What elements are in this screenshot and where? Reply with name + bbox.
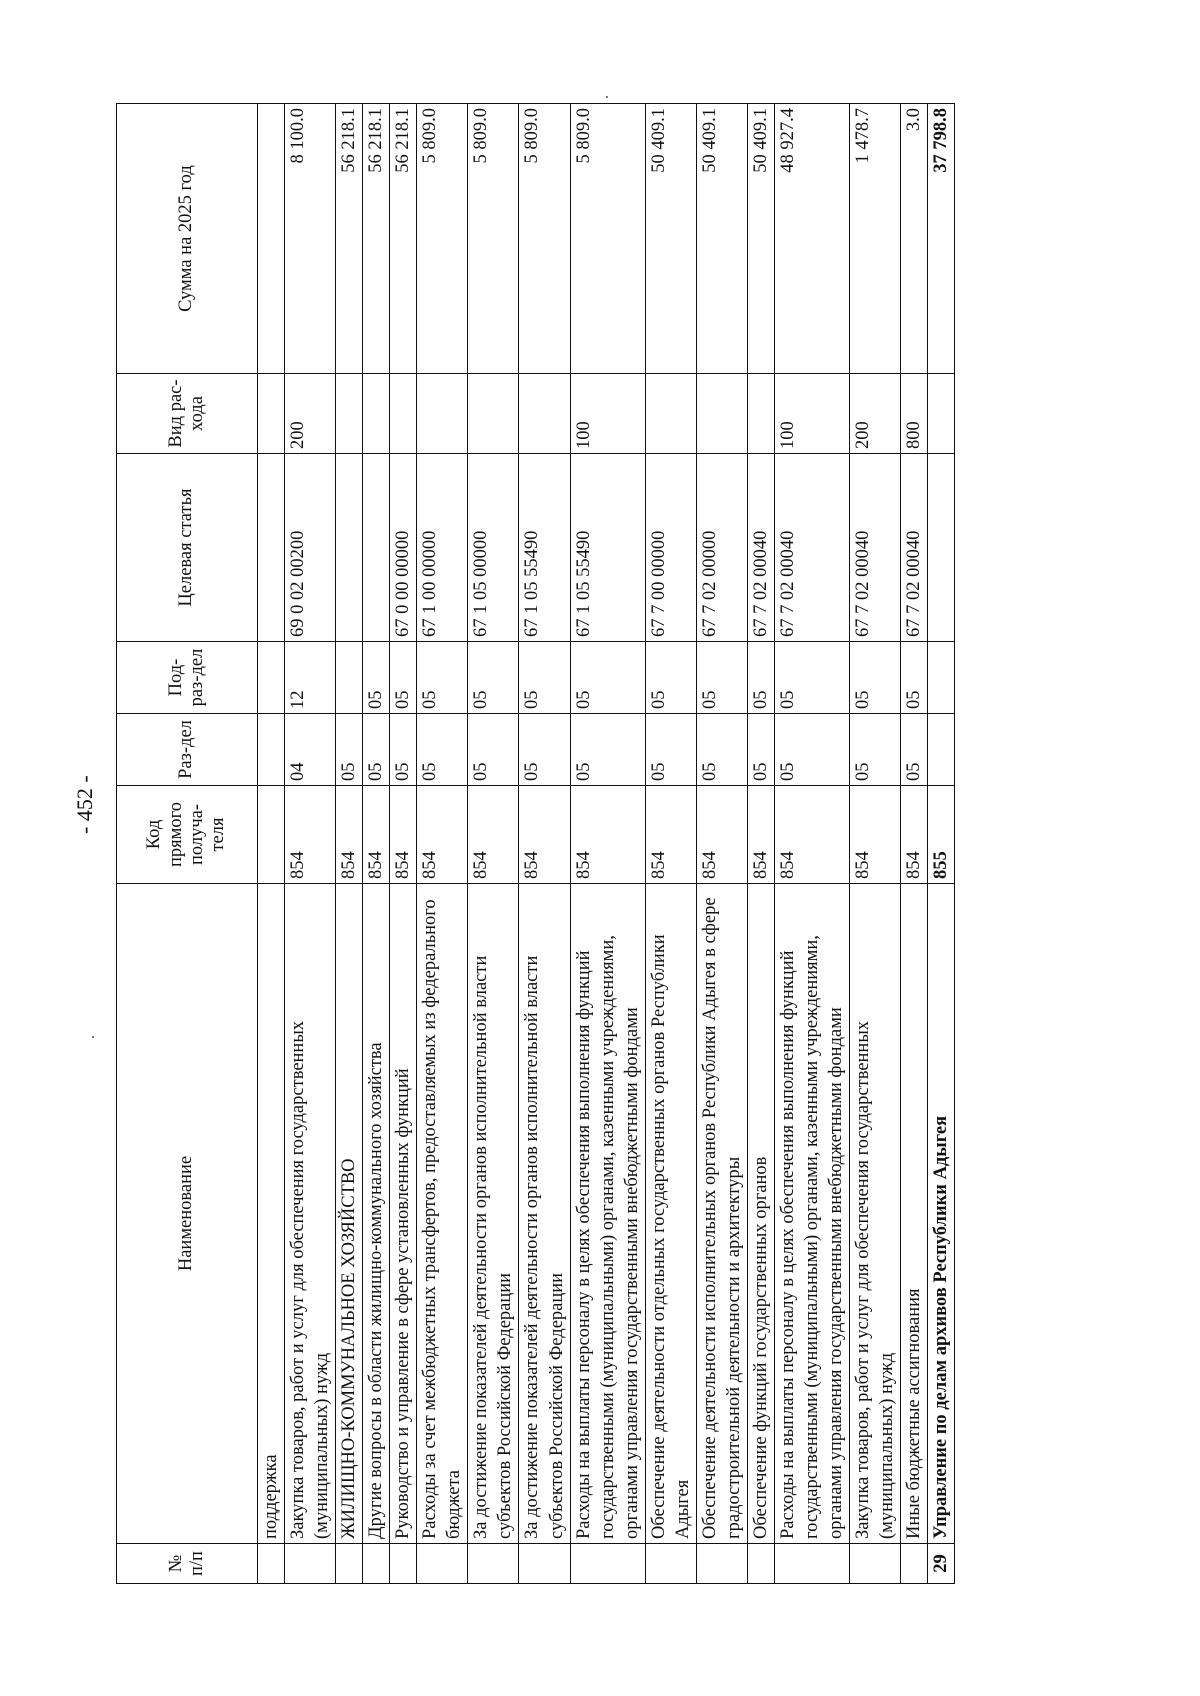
- cell-subsection: 05: [747, 642, 774, 714]
- cell-code: 854: [336, 786, 363, 884]
- cell-sum: 3.0: [901, 104, 928, 374]
- cell-num: [519, 1544, 570, 1584]
- header-num: № п/п: [117, 1544, 258, 1584]
- cell-num: 29: [928, 1544, 955, 1584]
- cell-section: [258, 714, 285, 786]
- cell-article: 67 1 05 55490: [570, 454, 645, 642]
- budget-table: [116, 103, 955, 1584]
- table-row: [417, 104, 468, 1584]
- cell-section: 05: [417, 714, 468, 786]
- cell-sum: 37 798.8: [928, 104, 955, 374]
- cell-name: Закупка товаров, работ и услуг для обеспечения государственных (муниципальных) нужд: [285, 884, 336, 1544]
- cell-code: 854: [747, 786, 774, 884]
- cell-subsection: 05: [363, 642, 390, 714]
- cell-code: 854: [468, 786, 519, 884]
- cell-num: [390, 1544, 417, 1584]
- table-row: [570, 104, 645, 1584]
- cell-name: Обеспечение деятельности исполнительных органов Республики Адыгея в сфере градостроительной деятельности и архитектуры: [696, 884, 747, 1544]
- table-row: [468, 104, 519, 1584]
- cell-article: [336, 454, 363, 642]
- table-row: [390, 104, 417, 1584]
- cell-type: 100: [774, 374, 849, 454]
- cell-subsection: 05: [850, 642, 901, 714]
- table-row: [519, 104, 570, 1584]
- cell-name: Управление по делам архивов Республики Адыгея: [928, 884, 955, 1544]
- header-sum: Сумма на 2025 год: [117, 104, 258, 374]
- cell-article: 67 7 02 00040: [850, 454, 901, 642]
- cell-type: [928, 374, 955, 454]
- cell-code: 854: [645, 786, 696, 884]
- scan-speck: [606, 96, 608, 98]
- cell-subsection: [336, 642, 363, 714]
- cell-sum: 56 218.1: [336, 104, 363, 374]
- cell-code: 854: [285, 786, 336, 884]
- cell-type: [747, 374, 774, 454]
- cell-type: [363, 374, 390, 454]
- cell-sum: 56 218.1: [363, 104, 390, 374]
- cell-sum: 5 809.0: [468, 104, 519, 374]
- cell-sum: 8 100.0: [285, 104, 336, 374]
- table-row: [747, 104, 774, 1584]
- cell-sum: 48 927.4: [774, 104, 849, 374]
- header-name: Наименование: [117, 884, 258, 1544]
- cell-subsection: 05: [645, 642, 696, 714]
- cell-code: 854: [696, 786, 747, 884]
- cell-type: [519, 374, 570, 454]
- header-subsection: Под-раз-дел: [117, 642, 258, 714]
- cell-num: [850, 1544, 901, 1584]
- cell-subsection: 05: [390, 642, 417, 714]
- cell-article: 67 7 02 00040: [774, 454, 849, 642]
- cell-subsection: 05: [570, 642, 645, 714]
- table-row-total: [928, 104, 955, 1584]
- cell-article: 67 1 05 00000: [468, 454, 519, 642]
- cell-num: [363, 1544, 390, 1584]
- table-row: [336, 104, 363, 1584]
- cell-article: [928, 454, 955, 642]
- table-row: [774, 104, 849, 1584]
- cell-sum: 5 809.0: [519, 104, 570, 374]
- cell-article: 67 7 02 00000: [696, 454, 747, 642]
- cell-name: За достижение показателей деятельности органов исполнительной власти субъектов Российской Федерации: [468, 884, 519, 1544]
- page-number: - 452 -: [72, 775, 97, 834]
- cell-num: [570, 1544, 645, 1584]
- cell-num: [645, 1544, 696, 1584]
- cell-type: 200: [285, 374, 336, 454]
- cell-code: 855: [928, 786, 955, 884]
- cell-section: 05: [336, 714, 363, 786]
- cell-subsection: 05: [519, 642, 570, 714]
- cell-code: 854: [570, 786, 645, 884]
- cell-section: 05: [696, 714, 747, 786]
- table-row: [901, 104, 928, 1584]
- header-type: Вид рас-хода: [117, 374, 258, 454]
- cell-code: 854: [390, 786, 417, 884]
- cell-article: 67 7 02 00040: [747, 454, 774, 642]
- cell-article: [258, 454, 285, 642]
- cell-name: Руководство и управление в сфере установленных функций: [390, 884, 417, 1544]
- cell-section: 05: [850, 714, 901, 786]
- table-row: [285, 104, 336, 1584]
- cell-type: [336, 374, 363, 454]
- cell-sum: 5 809.0: [417, 104, 468, 374]
- scan-speck: [92, 1036, 94, 1038]
- table-row: [850, 104, 901, 1584]
- cell-article: [363, 454, 390, 642]
- cell-subsection: 05: [696, 642, 747, 714]
- cell-name: Обеспечение деятельности отдельных государственных органов Республики Адыгея: [645, 884, 696, 1544]
- cell-type: [468, 374, 519, 454]
- table-row: [645, 104, 696, 1584]
- cell-section: 05: [747, 714, 774, 786]
- cell-num: [901, 1544, 928, 1584]
- table-header-row: [117, 104, 258, 1584]
- cell-article: 67 1 05 55490: [519, 454, 570, 642]
- cell-type: [390, 374, 417, 454]
- cell-sum: 50 409.1: [747, 104, 774, 374]
- cell-name: ЖИЛИЩНО-КОММУНАЛЬНОЕ ХОЗЯЙСТВО: [336, 884, 363, 1544]
- cell-type: 100: [570, 374, 645, 454]
- cell-num: [774, 1544, 849, 1584]
- cell-article: 67 0 00 00000: [390, 454, 417, 642]
- cell-article: 67 7 00 00000: [645, 454, 696, 642]
- table-body: [258, 104, 955, 1584]
- header-section: Раз-дел: [117, 714, 258, 786]
- cell-type: [645, 374, 696, 454]
- cell-num: [417, 1544, 468, 1584]
- cell-type: 800: [901, 374, 928, 454]
- header-code: Код прямого получа-теля: [117, 786, 258, 884]
- table-row: [363, 104, 390, 1584]
- cell-code: 854: [363, 786, 390, 884]
- cell-section: 05: [519, 714, 570, 786]
- table-row: [696, 104, 747, 1584]
- cell-sum: 50 409.1: [645, 104, 696, 374]
- cell-sum: 50 409.1: [696, 104, 747, 374]
- cell-num: [285, 1544, 336, 1584]
- cell-section: 05: [774, 714, 849, 786]
- cell-num: [336, 1544, 363, 1584]
- cell-section: 04: [285, 714, 336, 786]
- cell-subsection: 05: [774, 642, 849, 714]
- cell-subsection: [928, 642, 955, 714]
- cell-section: 05: [390, 714, 417, 786]
- cell-type: 200: [850, 374, 901, 454]
- table-row: [258, 104, 285, 1584]
- cell-name: поддержка: [258, 884, 285, 1544]
- cell-name: Закупка товаров, работ и услуг для обеспечения государственных (муниципальных) нужд: [850, 884, 901, 1544]
- cell-subsection: 12: [285, 642, 336, 714]
- cell-code: 854: [519, 786, 570, 884]
- cell-num: [747, 1544, 774, 1584]
- cell-code: 854: [901, 786, 928, 884]
- cell-num: [468, 1544, 519, 1584]
- cell-section: 05: [901, 714, 928, 786]
- cell-name: Другие вопросы в области жилищно-коммунального хозяйства: [363, 884, 390, 1544]
- cell-name: За достижение показателей деятельности органов исполнительной власти субъектов Российской Федерации: [519, 884, 570, 1544]
- cell-sum: 1 478.7: [850, 104, 901, 374]
- cell-code: [258, 786, 285, 884]
- cell-code: 854: [850, 786, 901, 884]
- header-article: Целевая статья: [117, 454, 258, 642]
- cell-name: Иные бюджетные ассигнования: [901, 884, 928, 1544]
- cell-name: Расходы на выплаты персоналу в целях обеспечения выполнения функций государственными (муниципальными) органами, казенными учреждениями, органами управления государственными внебюджетными фондами: [570, 884, 645, 1544]
- cell-section: 05: [363, 714, 390, 786]
- cell-subsection: 05: [417, 642, 468, 714]
- cell-sum: [258, 104, 285, 374]
- cell-name: Расходы на выплаты персоналу в целях обеспечения выполнения функций государственными (муниципальными) органами, казенными учреждениями, органами управления государственными внебюджетными фондами: [774, 884, 849, 1544]
- cell-subsection: [258, 642, 285, 714]
- cell-num: [696, 1544, 747, 1584]
- rotated-table-container: [116, 104, 1066, 1584]
- cell-name: Обеспечение функций государственных органов: [747, 884, 774, 1544]
- cell-sum: 56 218.1: [390, 104, 417, 374]
- cell-sum: 5 809.0: [570, 104, 645, 374]
- cell-article: 67 1 00 00000: [417, 454, 468, 642]
- cell-type: [258, 374, 285, 454]
- cell-section: 05: [570, 714, 645, 786]
- cell-code: 854: [417, 786, 468, 884]
- cell-type: [696, 374, 747, 454]
- cell-section: [928, 714, 955, 786]
- cell-article: 67 7 02 00040: [901, 454, 928, 642]
- cell-subsection: 05: [901, 642, 928, 714]
- cell-code: 854: [774, 786, 849, 884]
- cell-name: Расходы за счет межбюджетных трансфертов, предоставляемых из федерального бюджета: [417, 884, 468, 1544]
- cell-num: [258, 1544, 285, 1584]
- cell-section: 05: [645, 714, 696, 786]
- cell-article: 69 0 02 00200: [285, 454, 336, 642]
- cell-section: 05: [468, 714, 519, 786]
- cell-subsection: 05: [468, 642, 519, 714]
- cell-type: [417, 374, 468, 454]
